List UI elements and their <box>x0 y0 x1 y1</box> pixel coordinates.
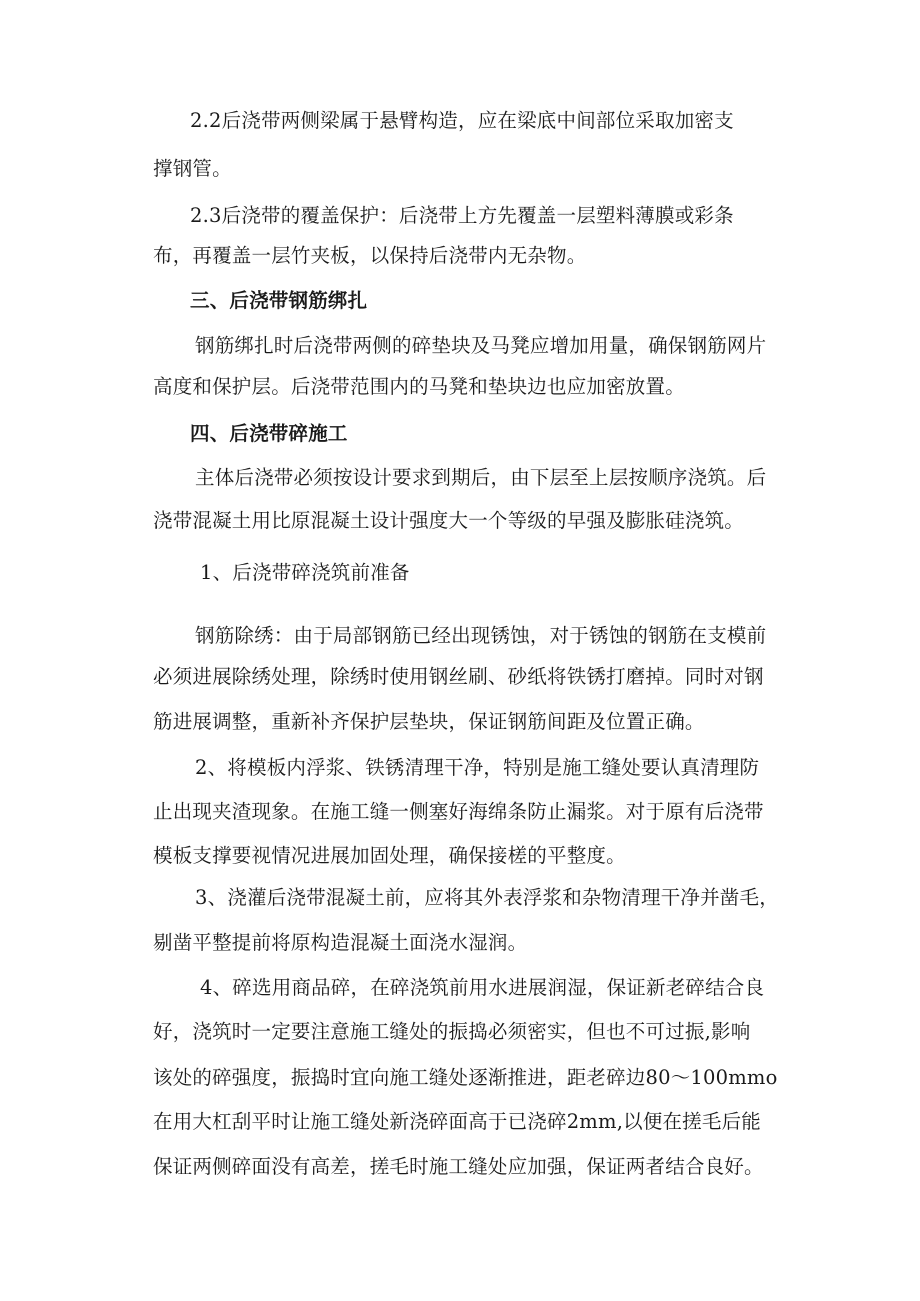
text-line-item3-1: 3、浇灌后浇带混凝土前，应将其外表浮浆和杂物清理干净并凿毛， <box>195 886 779 909</box>
text-line-item3-2: 剔凿平整提前将原构造混凝土面浇水湿润。 <box>153 931 528 954</box>
section-heading-3: 三、后浇带钢筋绑扎 <box>190 289 368 312</box>
text-line-item4-5: 保证两侧碎面没有高差，搓毛时施工缝处应加强，保证两者结合良好。 <box>153 1155 764 1178</box>
text-line-sec4-2: 浇带混凝土用比原混凝土设计强度大一个等级的早强及膨胀硅浇筑。 <box>153 509 745 532</box>
text-line-2-3-cont: 布，再覆盖一层竹夹板，以保持后浇带内无杂物。 <box>153 244 587 267</box>
text-line-item2-3: 模板支撑要视情况进展加固处理，确保接槎的平整度。 <box>153 844 626 867</box>
text-line-item4-4: 在用大杠刮平时让施工缝处新浇碎面高于已浇碎2mm,以便在搓毛后能 <box>153 1110 761 1133</box>
text-line-item2-1: 2、将模板内浮浆、铁锈清理干净，特别是施工缝处要认真清理防 <box>195 756 760 779</box>
text-line-2-3: 2.3后浇带的覆盖保护：后浇带上方先覆盖一层塑料薄膜或彩条 <box>190 204 734 227</box>
text-line-item4-2: 好，浇筑时一定要注意施工缝处的振捣必须密实，但也不可过振,影响 <box>153 1020 751 1043</box>
text-line-sec3-2: 高度和保护层。后浇带范围内的马凳和垫块边也应加密放置。 <box>153 375 685 398</box>
text-line-sec3-1: 钢筋绑扎时后浇带两侧的碎垫块及马凳应增加用量，确保钢筋网片 <box>195 334 767 357</box>
subheading-1: 1、后浇带碎浇筑前准备 <box>200 561 410 584</box>
text-line-item2-2: 止出现夹渣现象。在施工缝一侧塞好海绵条防止漏浆。对于原有后浇带 <box>153 800 764 823</box>
text-line-item4-3: 该处的碎强度，振捣时宜向施工缝处逐渐推进，距老碎边80～100mmo <box>153 1066 778 1089</box>
text-line-rust-3: 筋进展调整，重新补齐保护层垫块，保证钢筋间距及位置正确。 <box>153 710 705 733</box>
text-line-rust-2: 必须进展除绣处理，除绣时使用钢丝刷、砂纸将铁锈打磨掉。同时对钢 <box>153 665 764 688</box>
text-line-sec4-1: 主体后浇带必须按设计要求到期后，由下层至上层按顺序浇筑。后 <box>195 466 767 489</box>
text-line-rust-1: 钢筋除绣：由于局部钢筋已经出现锈蚀，对于锈蚀的钢筋在支模前 <box>195 624 767 647</box>
text-line-2-2: 2.2后浇带两侧梁属于悬臂构造，应在梁底中间部位采取加密支 <box>190 109 734 132</box>
text-line-2-2-cont: 撑钢管。 <box>153 157 232 180</box>
section-heading-4: 四、后浇带碎施工 <box>190 422 348 445</box>
text-line-item4-1: 4、碎选用商品碎，在碎浇筑前用水进展润湿，保证新老碎结合良 <box>200 976 765 999</box>
